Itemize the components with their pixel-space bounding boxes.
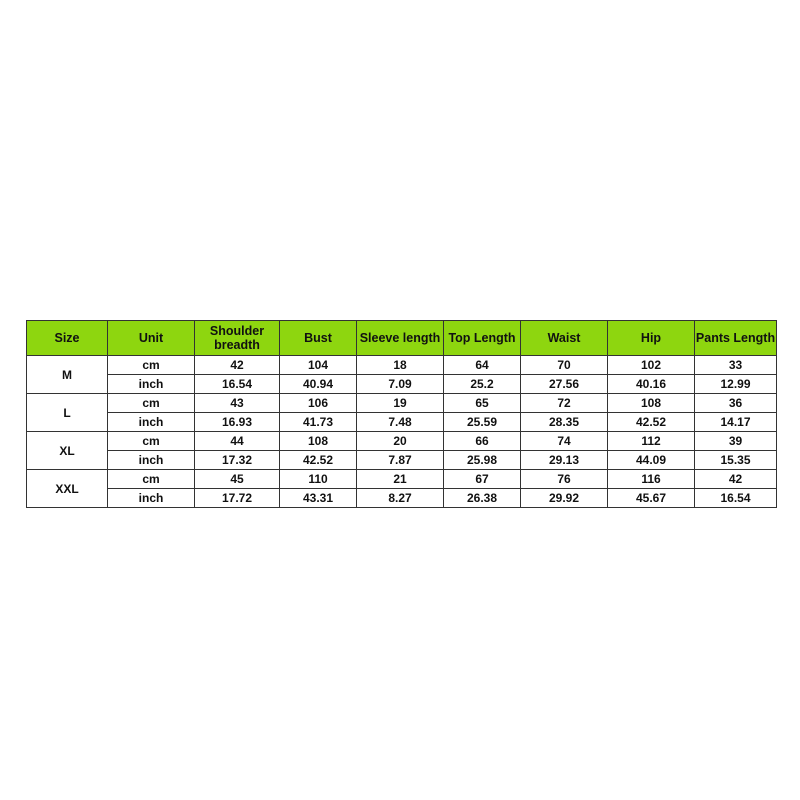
header-bust: Bust — [280, 321, 357, 356]
table-row — [27, 375, 777, 394]
measurement-cell: 21 — [357, 470, 444, 489]
unit-cell: cm — [108, 432, 195, 451]
measurement-cell: 28.35 — [521, 413, 608, 432]
measurement-cell: 110 — [280, 470, 357, 489]
measurement-cell: 29.92 — [521, 489, 608, 508]
measurement-cell: 66 — [444, 432, 521, 451]
measurement-cell: 42 — [195, 356, 280, 375]
table-row — [27, 451, 777, 470]
measurement-cell: 104 — [280, 356, 357, 375]
measurement-cell: 43 — [195, 394, 280, 413]
measurement-cell: 20 — [357, 432, 444, 451]
table-row — [27, 489, 777, 508]
measurement-cell: 27.56 — [521, 375, 608, 394]
measurement-cell: 17.32 — [195, 451, 280, 470]
measurement-cell: 44 — [195, 432, 280, 451]
measurement-cell: 70 — [521, 356, 608, 375]
measurement-cell: 26.38 — [444, 489, 521, 508]
measurement-cell: 19 — [357, 394, 444, 413]
unit-cell: inch — [108, 375, 195, 394]
header-size: Size — [27, 321, 108, 356]
measurement-cell: 42 — [695, 470, 777, 489]
unit-cell: cm — [108, 470, 195, 489]
header-waist: Waist — [521, 321, 608, 356]
unit-cell: cm — [108, 356, 195, 375]
measurement-cell: 64 — [444, 356, 521, 375]
measurement-cell: 29.13 — [521, 451, 608, 470]
measurement-cell: 17.72 — [195, 489, 280, 508]
unit-cell: inch — [108, 451, 195, 470]
measurement-cell: 7.87 — [357, 451, 444, 470]
measurement-cell: 74 — [521, 432, 608, 451]
size-chart-table — [26, 320, 777, 508]
table-row — [27, 356, 777, 375]
measurement-cell: 108 — [608, 394, 695, 413]
measurement-cell: 16.93 — [195, 413, 280, 432]
table-body — [27, 356, 777, 508]
measurement-cell: 42.52 — [280, 451, 357, 470]
unit-cell: inch — [108, 489, 195, 508]
measurement-cell: 7.48 — [357, 413, 444, 432]
header-pants-length: Pants Length — [695, 321, 777, 356]
measurement-cell: 40.94 — [280, 375, 357, 394]
size-cell: M — [27, 356, 108, 394]
measurement-cell: 18 — [357, 356, 444, 375]
measurement-cell: 25.2 — [444, 375, 521, 394]
unit-cell: cm — [108, 394, 195, 413]
measurement-cell: 25.59 — [444, 413, 521, 432]
measurement-cell: 14.17 — [695, 413, 777, 432]
measurement-cell: 72 — [521, 394, 608, 413]
measurement-cell: 44.09 — [608, 451, 695, 470]
header-hip: Hip — [608, 321, 695, 356]
size-cell: XXL — [27, 470, 108, 508]
measurement-cell: 42.52 — [608, 413, 695, 432]
header-sleeve-length: Sleeve length — [357, 321, 444, 356]
header-top-length: Top Length — [444, 321, 521, 356]
measurement-cell: 7.09 — [357, 375, 444, 394]
measurement-cell: 39 — [695, 432, 777, 451]
measurement-cell: 12.99 — [695, 375, 777, 394]
measurement-cell: 33 — [695, 356, 777, 375]
header-shoulder-breadth: Shoulder breadth — [195, 321, 280, 356]
measurement-cell: 45.67 — [608, 489, 695, 508]
header-unit: Unit — [108, 321, 195, 356]
measurement-cell: 15.35 — [695, 451, 777, 470]
measurement-cell: 67 — [444, 470, 521, 489]
measurement-cell: 43.31 — [280, 489, 357, 508]
measurement-cell: 25.98 — [444, 451, 521, 470]
measurement-cell: 65 — [444, 394, 521, 413]
table-row — [27, 432, 777, 451]
table-row — [27, 470, 777, 489]
unit-cell: inch — [108, 413, 195, 432]
measurement-cell: 116 — [608, 470, 695, 489]
measurement-cell: 40.16 — [608, 375, 695, 394]
measurement-cell: 76 — [521, 470, 608, 489]
measurement-cell: 45 — [195, 470, 280, 489]
measurement-cell: 106 — [280, 394, 357, 413]
measurement-cell: 16.54 — [695, 489, 777, 508]
measurement-cell: 16.54 — [195, 375, 280, 394]
table-row — [27, 413, 777, 432]
size-cell: L — [27, 394, 108, 432]
measurement-cell: 108 — [280, 432, 357, 451]
size-cell: XL — [27, 432, 108, 470]
measurement-cell: 112 — [608, 432, 695, 451]
measurement-cell: 36 — [695, 394, 777, 413]
table-row — [27, 394, 777, 413]
measurement-cell: 102 — [608, 356, 695, 375]
measurement-cell: 41.73 — [280, 413, 357, 432]
table-header — [27, 321, 777, 356]
measurement-cell: 8.27 — [357, 489, 444, 508]
header-row — [27, 321, 777, 356]
